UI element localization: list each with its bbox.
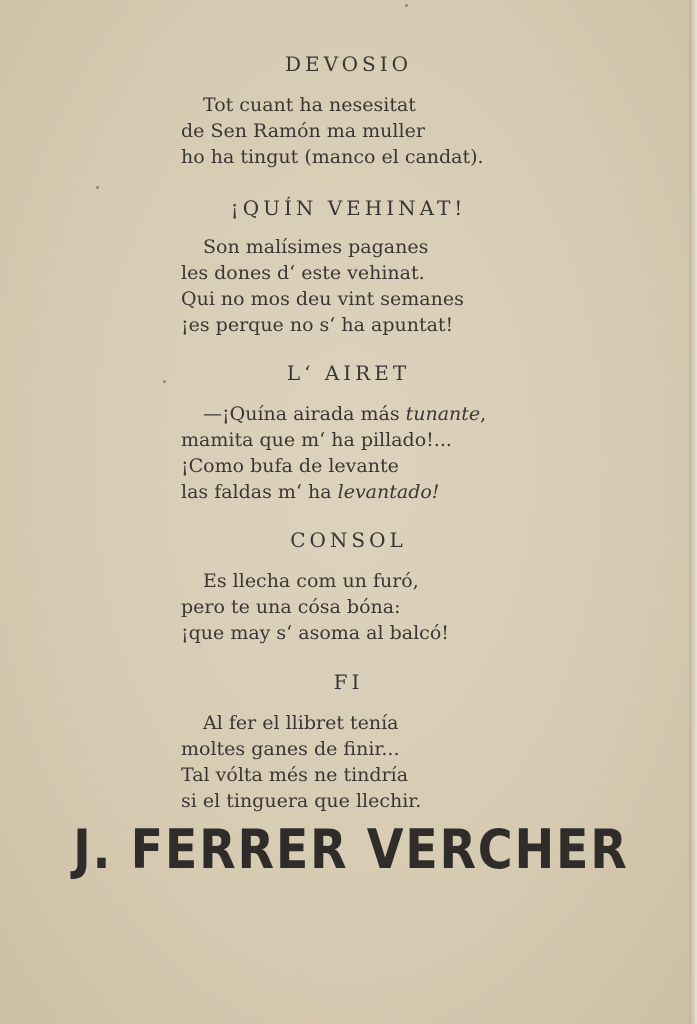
verse-line: mamita que m‘ ha pillado!... bbox=[181, 429, 452, 451]
verse-line: de Sen Ramón ma muller bbox=[181, 120, 425, 142]
section-title-quin-vehinat: ¡QUÍN VEHINAT! bbox=[230, 196, 467, 220]
verse-line: ho ha tingut (manco el candat). bbox=[181, 146, 484, 168]
verse-line: ¡es perque no s‘ ha apuntat! bbox=[181, 314, 454, 336]
verse-line: moltes ganes de finir... bbox=[181, 738, 400, 760]
verse-line: Al fer el llibret tenía bbox=[203, 712, 399, 734]
section-title-fi: FI bbox=[333, 670, 364, 694]
paper-speck bbox=[405, 4, 408, 7]
verse-punctuation: , bbox=[480, 403, 487, 425]
verse-line: Es llecha com un furó, bbox=[203, 570, 419, 592]
stanza-quin-vehinat bbox=[181, 234, 464, 338]
verse-text: las faldas m‘ ha bbox=[181, 481, 338, 503]
verse-line: pero te una cósa bóna: bbox=[181, 596, 401, 618]
section-title-devosio: DEVOSIO bbox=[284, 52, 413, 76]
verse-line: ¡Como bufa de levante bbox=[181, 455, 399, 477]
section-title-l-airet: L‘ AIRET bbox=[286, 361, 411, 385]
stanza-devosio bbox=[181, 92, 484, 170]
paper-speck bbox=[96, 186, 99, 189]
italic-word: tunante bbox=[405, 403, 481, 425]
verse-text: —¡Quína airada más bbox=[203, 403, 406, 425]
verse-line: Son malísimes paganes bbox=[203, 236, 429, 258]
stanza-consol bbox=[181, 568, 449, 646]
verse-line: si el tinguera que llechir. bbox=[181, 790, 422, 812]
verse-line bbox=[181, 479, 486, 505]
verse-line: Tot cuant ha nesesitat bbox=[203, 94, 416, 116]
author-signature: J. FERRER VERCHER bbox=[73, 818, 629, 881]
stanza-l-airet bbox=[181, 401, 486, 505]
section-title-consol: CONSOL bbox=[290, 528, 407, 552]
verse-line: ¡que may s‘ asoma al balcó! bbox=[181, 622, 449, 644]
verse-line: Tal vólta més ne tindría bbox=[181, 764, 409, 786]
stanza-fi bbox=[181, 710, 421, 814]
verse-line: Qui no mos deu vint semanes bbox=[181, 288, 464, 310]
verse-line bbox=[181, 401, 486, 427]
italic-word: levantado! bbox=[337, 481, 440, 503]
page-edge bbox=[689, 0, 697, 1024]
verse-line: les dones d‘ este vehinat. bbox=[181, 262, 425, 284]
